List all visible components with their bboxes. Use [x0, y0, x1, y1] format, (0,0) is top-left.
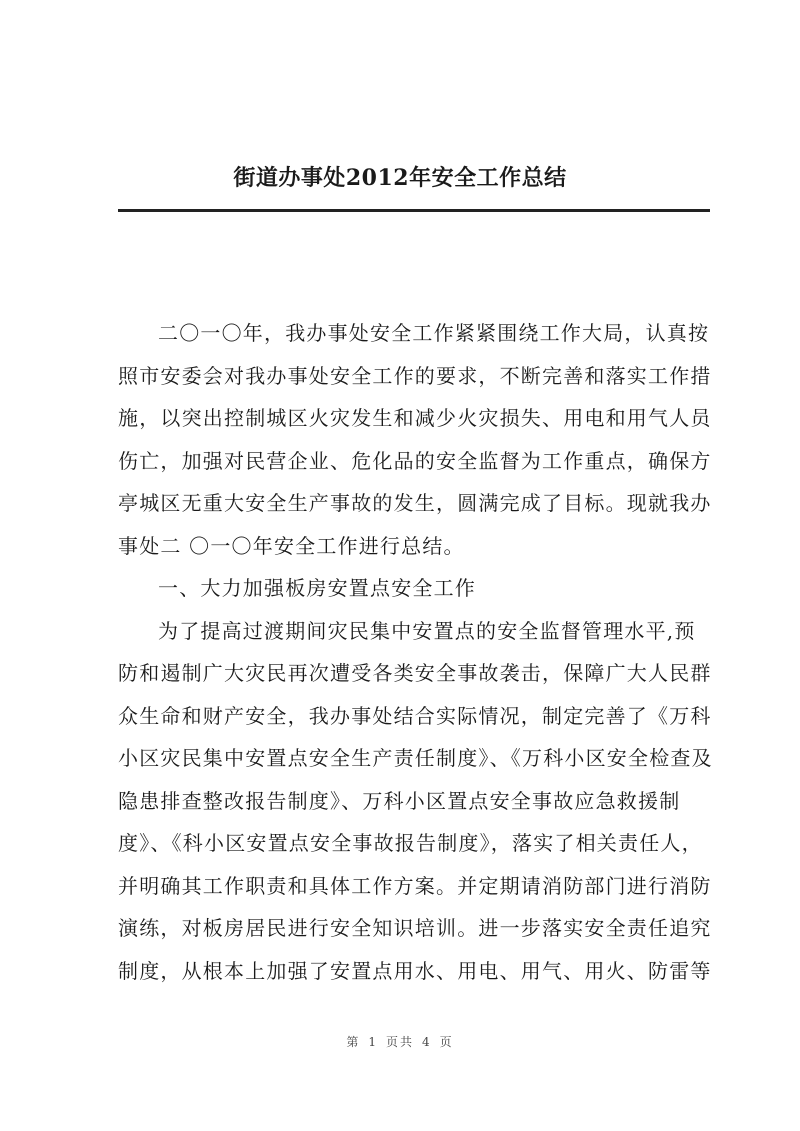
body-line: 众生命和财产安全，我办事处结合实际情况，制定完善了《万科: [118, 703, 712, 728]
body-line: 事处二 〇一〇年安全工作进行总结。: [118, 533, 465, 558]
footer-current-page: 1: [368, 1035, 378, 1049]
footer-total-pages: 4: [422, 1035, 432, 1049]
body-line: 为了提高过渡期间灾民集中安置点的安全监督管理水平,预: [158, 618, 696, 643]
document-body: [118, 312, 713, 992]
body-line: 施，以突出控制城区火灾发生和减少火灾损失、用电和用气人员: [118, 406, 712, 430]
body-line: 演练，对板房居民进行安全知识培训。进一步落实安全责任追究: [118, 916, 712, 940]
footer-prefix: 第: [346, 1035, 361, 1049]
body-line: 照市安委会对我办事处安全工作的要求，不断完善和落实工作措: [118, 363, 712, 388]
section-heading: 一、大力加强板房安置点安全工作: [158, 576, 476, 600]
title-underline: [118, 209, 710, 212]
body-line: 并明确其工作职责和具体工作方案。并定期请消防部门进行消防: [118, 873, 712, 898]
body-line: 二〇一〇年，我办事处安全工作紧紧围绕工作大局，认真按: [158, 321, 710, 345]
body-line: 制度，从根本上加强了安置点用水、用电、用气、用火、防雷等: [118, 958, 712, 983]
body-line: 防和遏制广大灾民再次遭受各类安全事故袭击，保障广大人民群: [118, 661, 712, 685]
document-title: 街道办事处2012年安全工作总结: [233, 165, 567, 191]
footer-suffix: 页: [439, 1035, 454, 1049]
body-line: 度》、《科小区安置点安全事故报告制度》，落实了相关责任人，: [118, 831, 703, 855]
body-line: 伤亡，加强对民营企业、危化品的安全监督为工作重点，确保方: [118, 448, 712, 473]
footer-middle: 页共: [385, 1035, 414, 1049]
body-line: 隐患排查整改报告制度》、万科小区置点安全事故应急救援制: [118, 788, 681, 813]
body-line: 亭城区无重大安全生产事故的发生，圆满完成了目标。现就我办: [118, 491, 712, 515]
body-line: 小区灾民集中安置点安全生产责任制度》、《万科小区安全检查及: [118, 746, 713, 770]
page-footer: [0, 1033, 800, 1050]
